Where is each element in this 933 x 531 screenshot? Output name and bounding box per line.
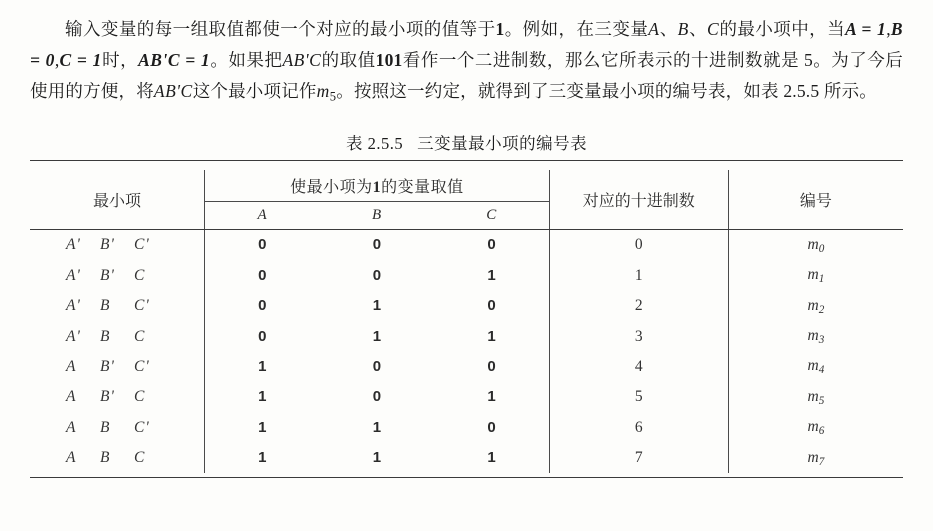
minterm-literal: B' (100, 236, 115, 254)
cell-value-b (319, 230, 434, 261)
minterm-symbol: m (807, 296, 819, 314)
cell-decimal (549, 413, 728, 443)
table-caption (30, 130, 903, 154)
cell-value-a (205, 352, 320, 382)
para-seg-2: 。例如，在三变量 (504, 19, 649, 39)
table-row (30, 382, 903, 412)
header-decimal: 对应的十进制数 (549, 170, 728, 230)
minterm-subscript: 7 (818, 455, 825, 468)
expr-abc-3: AB'C (153, 81, 193, 102)
header-col-b: B (319, 202, 434, 230)
table-head (30, 170, 903, 230)
cell-value-c (434, 291, 549, 321)
var-a: A (648, 19, 660, 39)
cell-decimal (549, 443, 728, 473)
table-row (30, 413, 903, 443)
var-b: B (677, 19, 689, 39)
cell-decimal (549, 321, 728, 351)
expr-abc-2: AB'C (282, 50, 322, 71)
para-seg-11: 。按照这一约定，就得 (336, 81, 514, 102)
bit-value: 0 (487, 236, 496, 254)
var-c: C (707, 19, 720, 39)
m5-symbol: m (316, 81, 330, 102)
minterm-literal: C (134, 388, 146, 406)
cell-value-a (205, 230, 320, 261)
para-bold-one: 1 (495, 19, 505, 39)
comma-2: , (54, 50, 60, 71)
header-col-c: C (434, 202, 549, 230)
minterm-symbol: m (807, 327, 819, 345)
cell-minterm (30, 291, 205, 321)
cell-value-b (319, 321, 434, 351)
bit-value: 1 (487, 327, 496, 345)
minterm-literal: B' (100, 388, 115, 406)
minterm-literal: B (100, 327, 111, 345)
minterm-literal: C' (134, 236, 150, 254)
cell-value-b (319, 261, 434, 291)
table-row (30, 352, 903, 382)
header-minterm: 最小项 (30, 170, 205, 230)
cell-value-c (434, 261, 549, 291)
header-row-top (30, 170, 903, 202)
bit-value: 0 (487, 297, 496, 315)
para-seg-7: 的取值 (321, 50, 376, 71)
minterm-literal: A' (66, 327, 81, 345)
cell-index (728, 382, 903, 412)
minterm-subscript: 4 (818, 364, 825, 377)
cell-index (728, 291, 903, 321)
table-row (30, 291, 903, 321)
expr-abc-eq-1: AB'C = 1 (138, 50, 211, 71)
cell-index (728, 443, 903, 473)
eq-b: B = 0 (30, 19, 903, 71)
minterm-literal: B (100, 449, 111, 467)
bit-value: 1 (487, 266, 496, 284)
cell-value-c (434, 413, 549, 443)
bit-value: 1 (258, 449, 267, 467)
minterm-subscript: 1 (818, 273, 825, 286)
minterm-literal: A' (66, 297, 81, 315)
bit-value: 0 (372, 357, 382, 375)
header-col-a: A (205, 202, 320, 230)
cell-minterm (30, 261, 205, 291)
paragraph-text (30, 14, 903, 108)
minterm-literal: C' (134, 357, 150, 375)
comma-1: , (886, 19, 891, 39)
cell-value-c (434, 321, 549, 351)
binary-101: 101 (375, 50, 403, 71)
header-variable-values (205, 170, 550, 202)
minterm-subscript: 0 (818, 242, 825, 255)
bit-value: 0 (487, 418, 496, 436)
para-seg-8: 看作一个二进制数，那么它所表 (402, 50, 655, 71)
cell-decimal (549, 352, 728, 382)
cell-index (728, 321, 903, 351)
cell-decimal (549, 230, 728, 261)
header-values-seg-2: 的变量取值 (381, 179, 464, 197)
cell-minterm (30, 230, 205, 261)
header-index: 编号 (728, 170, 903, 230)
cell-value-a (205, 413, 320, 443)
body-paragraph (30, 14, 903, 108)
bit-value: 1 (258, 418, 267, 436)
bit-value: 0 (258, 266, 267, 284)
bit-value: 1 (487, 388, 496, 406)
table-bottom-rule (30, 477, 903, 478)
minterm-literal: B' (100, 266, 115, 284)
cell-index (728, 413, 903, 443)
eq-c: C = 1 (59, 50, 102, 71)
m5-subscript: 5 (329, 89, 337, 104)
decimal-value: 7 (634, 449, 643, 467)
bit-value: 1 (487, 449, 496, 467)
bit-value: 1 (258, 388, 267, 406)
bit-value: 0 (487, 357, 496, 375)
minterm-subscript: 6 (818, 425, 825, 438)
minterm-subscript: 5 (818, 394, 825, 407)
cell-value-c (434, 382, 549, 412)
cell-minterm (30, 382, 205, 412)
cell-decimal (549, 261, 728, 291)
minterm-symbol: m (807, 357, 819, 375)
table-row (30, 230, 903, 261)
minterm-symbol: m (807, 418, 819, 436)
cell-value-c (434, 443, 549, 473)
para-seg-12: 到了三变量最小项的编号表，如表 2.5.5 所示。 (513, 81, 877, 102)
minterm-literal: B (100, 297, 111, 315)
para-seg-4: 项中，当 (773, 19, 846, 39)
cell-index (728, 261, 903, 291)
cell-value-a (205, 261, 320, 291)
bit-value: 0 (372, 388, 382, 406)
cell-value-b (319, 382, 434, 412)
cell-value-a (205, 443, 320, 473)
bit-value: 1 (372, 297, 382, 315)
minterm-literal: A (66, 449, 77, 467)
cell-decimal (549, 382, 728, 412)
bit-value: 1 (258, 357, 267, 375)
para-seg-10: 这个最小项记作 (192, 81, 317, 102)
cell-value-a (205, 321, 320, 351)
para-seg-5: 时， (101, 50, 139, 71)
table-top-rule (30, 160, 903, 161)
para-seg-6: 。如果把 (210, 50, 283, 71)
decimal-value: 6 (634, 418, 643, 436)
cell-value-b (319, 352, 434, 382)
cell-value-b (319, 291, 434, 321)
bit-value: 1 (372, 418, 382, 436)
bit-value: 1 (372, 449, 382, 467)
cell-value-c (434, 352, 549, 382)
minterm-literal: A (66, 418, 77, 436)
sep-1: 、 (659, 19, 678, 39)
para-seg-9: 示的十进制数就是 5。为了今后使用的方便，将 (30, 50, 903, 102)
table-row (30, 443, 903, 473)
minterm-literal: C' (134, 418, 150, 436)
table-row (30, 261, 903, 291)
header-values-bold-one: 1 (372, 179, 382, 197)
eq-a: A = 1 (845, 19, 887, 39)
minterm-symbol: m (807, 266, 819, 284)
table-caption-number: 表 2.5.5 (345, 134, 404, 154)
cell-value-c (434, 230, 549, 261)
decimal-value: 5 (634, 388, 643, 406)
cell-index (728, 230, 903, 261)
cell-value-b (319, 443, 434, 473)
minterm-symbol: m (807, 387, 819, 405)
minterm-literal: A' (66, 266, 81, 284)
table-caption-title: 三变量最小项的编号表 (417, 134, 588, 154)
decimal-value: 4 (634, 357, 643, 375)
cell-minterm (30, 321, 205, 351)
cell-minterm (30, 352, 205, 382)
sep-2: 、 (688, 19, 708, 39)
bit-value: 1 (372, 327, 382, 345)
minterm-symbol: m (807, 448, 819, 466)
minterm-literal: A (66, 357, 77, 375)
minterm-literal: C (134, 266, 146, 284)
minterm-literal: B' (100, 357, 115, 375)
cell-index (728, 352, 903, 382)
cell-minterm (30, 443, 205, 473)
table-row (30, 321, 903, 351)
bit-value: 0 (258, 327, 267, 345)
decimal-value: 2 (634, 297, 643, 315)
header-values-seg-1: 使最小项为 (290, 179, 373, 197)
minterm-literal: C (134, 449, 146, 467)
cell-value-a (205, 291, 320, 321)
minterm-literal: C (134, 327, 146, 345)
minterm-subscript: 3 (818, 334, 825, 347)
para-seg-3: 的最小 (719, 19, 774, 39)
bit-value: 0 (258, 297, 267, 315)
cell-minterm (30, 413, 205, 443)
cell-value-b (319, 413, 434, 443)
minterm-literal: A' (66, 236, 81, 254)
bit-value: 0 (258, 236, 267, 254)
minterm-symbol: m (807, 235, 819, 253)
decimal-value: 3 (634, 327, 643, 345)
minterm-table (30, 170, 903, 473)
minterm-literal: A (66, 388, 77, 406)
minterm-literal: B (100, 418, 111, 436)
bit-value: 0 (372, 266, 382, 284)
decimal-value: 0 (634, 236, 643, 254)
minterm-subscript: 2 (818, 303, 825, 316)
table-body (30, 230, 903, 474)
bit-value: 0 (372, 236, 382, 254)
decimal-value: 1 (634, 266, 643, 284)
para-seg-1: 输入变量的每一组取值都使一个对应的最小项的值等于 (65, 19, 496, 39)
cell-decimal (549, 291, 728, 321)
cell-value-a (205, 382, 320, 412)
minterm-literal: C' (134, 297, 150, 315)
